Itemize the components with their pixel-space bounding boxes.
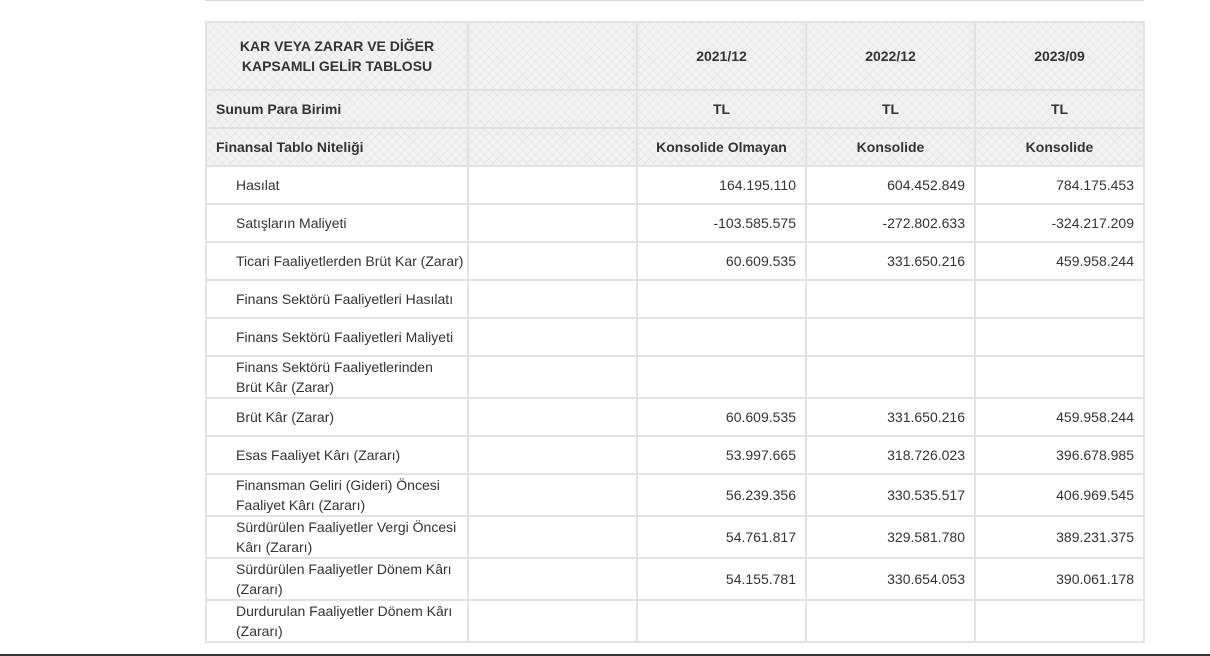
row-spacer: [468, 436, 637, 474]
row-value: 396.678.985: [975, 436, 1144, 474]
row-value: [637, 280, 806, 318]
row-value: 604.452.849: [806, 166, 975, 204]
nature-value: Konsolide: [975, 128, 1144, 166]
row-spacer: [468, 204, 637, 242]
row-value: 54.155.781: [637, 558, 806, 600]
currency-row: [206, 90, 1144, 128]
nature-value: Konsolide: [806, 128, 975, 166]
row-spacer: [468, 398, 637, 436]
row-value: 330.535.517: [806, 474, 975, 516]
currency-value: TL: [637, 90, 806, 128]
row-value: [975, 600, 1144, 642]
nature-value: Konsolide Olmayan: [637, 128, 806, 166]
table-row: [206, 516, 1144, 558]
row-label: Finans Sektörü Faaliyetleri Hasılatı: [206, 280, 468, 318]
table-row: [206, 166, 1144, 204]
row-label: Brüt Kâr (Zarar): [206, 398, 468, 436]
row-value: [975, 356, 1144, 398]
period-header: 2023/09: [975, 22, 1144, 90]
row-label: Finans Sektörü Faaliyetleri Maliyeti: [206, 318, 468, 356]
row-value: 53.997.665: [637, 436, 806, 474]
row-label: Finansman Geliri (Gideri) Öncesi Faaliyet Kârı (Zararı): [206, 474, 468, 516]
row-value: [637, 318, 806, 356]
row-value: -272.802.633: [806, 204, 975, 242]
table-row: [206, 398, 1144, 436]
currency-value: TL: [975, 90, 1144, 128]
row-label: Satışların Maliyeti: [206, 204, 468, 242]
row-value: [806, 318, 975, 356]
row-label: Esas Faaliyet Kârı (Zararı): [206, 436, 468, 474]
row-value: 406.969.545: [975, 474, 1144, 516]
row-value: 164.195.110: [637, 166, 806, 204]
period-header: 2021/12: [637, 22, 806, 90]
row-value: [806, 280, 975, 318]
row-label: Sürdürülen Faaliyetler Vergi Öncesi Kârı (Zararı): [206, 516, 468, 558]
row-spacer: [468, 128, 637, 166]
row-value: [806, 356, 975, 398]
header-spacer: [468, 22, 637, 90]
row-value: 318.726.023: [806, 436, 975, 474]
row-value: 331.650.216: [806, 242, 975, 280]
row-value: 56.239.356: [637, 474, 806, 516]
table-row: [206, 280, 1144, 318]
row-value: 459.958.244: [975, 242, 1144, 280]
row-value: 60.609.535: [637, 242, 806, 280]
row-value: -324.217.209: [975, 204, 1144, 242]
income-statement-table: [205, 21, 1145, 643]
row-value: 390.061.178: [975, 558, 1144, 600]
row-value: [637, 356, 806, 398]
table-row: [206, 242, 1144, 280]
table-row: [206, 436, 1144, 474]
top-divider: [205, 0, 1144, 1]
row-label: Ticari Faaliyetlerden Brüt Kar (Zarar): [206, 242, 468, 280]
row-spacer: [468, 90, 637, 128]
nature-row: [206, 128, 1144, 166]
row-value: -103.585.575: [637, 204, 806, 242]
row-spacer: [468, 242, 637, 280]
row-spacer: [468, 516, 637, 558]
row-value: 54.761.817: [637, 516, 806, 558]
row-value: [806, 600, 975, 642]
row-label: Hasılat: [206, 166, 468, 204]
table-row: [206, 558, 1144, 600]
row-value: 329.581.780: [806, 516, 975, 558]
row-spacer: [468, 280, 637, 318]
row-value: 330.654.053: [806, 558, 975, 600]
table-row: [206, 204, 1144, 242]
table-row: [206, 474, 1144, 516]
table-row: [206, 318, 1144, 356]
table-row: [206, 356, 1144, 398]
row-spacer: [468, 356, 637, 398]
row-spacer: [468, 558, 637, 600]
row-value: 784.175.453: [975, 166, 1144, 204]
row-label: Sürdürülen Faaliyetler Dönem Kârı (Zararı): [206, 558, 468, 600]
row-value: 60.609.535: [637, 398, 806, 436]
row-spacer: [468, 166, 637, 204]
row-value: [637, 600, 806, 642]
row-value: [975, 280, 1144, 318]
row-value: 331.650.216: [806, 398, 975, 436]
period-header: 2022/12: [806, 22, 975, 90]
currency-value: TL: [806, 90, 975, 128]
row-value: 459.958.244: [975, 398, 1144, 436]
row-value: 389.231.375: [975, 516, 1144, 558]
row-label: Finans Sektörü Faaliyetlerinden Brüt Kâr (Zarar): [206, 356, 468, 398]
row-spacer: [468, 318, 637, 356]
nature-label: Finansal Tablo Niteliği: [206, 128, 468, 166]
row-spacer: [468, 600, 637, 642]
row-value: [975, 318, 1144, 356]
row-spacer: [468, 474, 637, 516]
header-row: [206, 22, 1144, 90]
currency-label: Sunum Para Birimi: [206, 90, 468, 128]
row-label: Durdurulan Faaliyetler Dönem Kârı (Zararı): [206, 600, 468, 642]
table-title: KAR VEYA ZARAR VE DİĞER KAPSAMLI GELİR TABLOSU: [206, 22, 468, 90]
table-row: [206, 600, 1144, 642]
